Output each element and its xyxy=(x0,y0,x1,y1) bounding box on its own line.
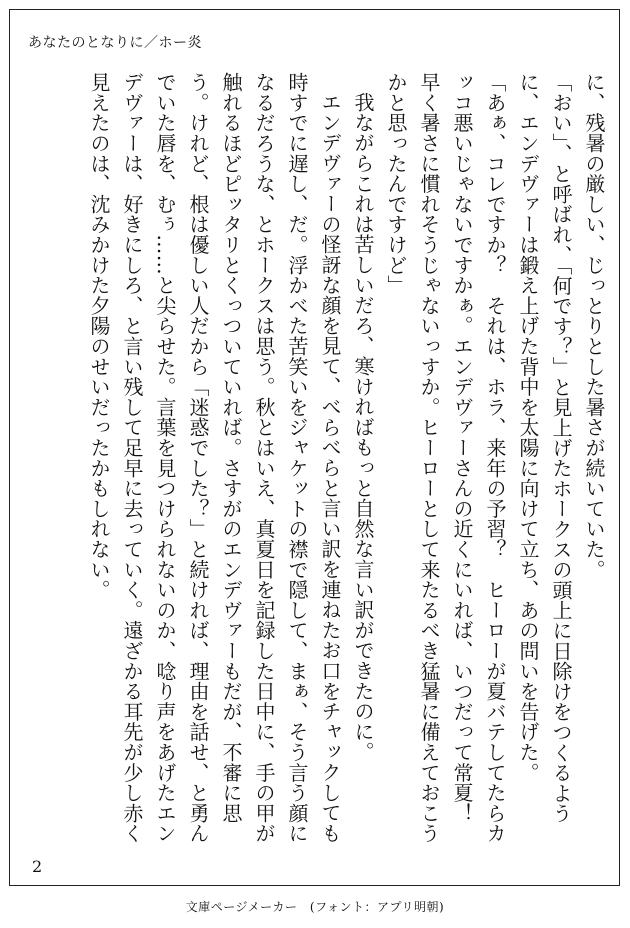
running-header: あなたのとなりに／ホー炎 xyxy=(28,35,202,51)
body-text xyxy=(68,72,610,852)
paragraph-5: エンデヴァーの怪訝な顔を見て、べらべらと言い訳を連ねたお口をチャックしても時すでに遅し、だ。浮かべた苦笑いをジャケットの襟で隠して、まぁ、そう言う顔になるだろうな、とホークスは思う。秋とはいえ、真夏日を記録した日中に、手の甲が触れるほどピッタリとくっついていれば。さすがのエンデヴァーもだが、不審に思う。けれど、根は優しい人だから「迷惑でした？」と続ければ、理由を話せ、と勇んでいた唇を、むぅ……と尖らせた。言葉を見つけられないのか、唸り声をあげたエンデヴァーは、好きにしろ、と言い残して足早に去っていく。遠ざかる耳先が少し赤く見えたのは、沈みかけた夕陽のせいだったかもしれない。 xyxy=(87,72,342,844)
page-number: 2 xyxy=(32,857,43,876)
paragraph-3: 「あぁ、コレですか？ それは、ホラ、来年の予習？ ヒーローが夏バテしてたらカッコ悪いじゃないですかぁ。エンデヴァーさんの近くにいれば、いつだって常夏！ 早く暑さに慣れそうじゃないっすか。ヒーローとして来たるべき猛暑に備えておこうかと思ったんですけど」 xyxy=(384,72,507,844)
paragraph-2: 「おい」、と呼ばれ、「何です？」と見上げたホークスの頭上に日除けをつくるように、エンデヴァーは鍛え上げた背中を太陽に向けて立ち、あの問いを告げた。 xyxy=(516,72,573,824)
page-frame xyxy=(9,9,620,886)
paragraph-4: 我ながらこれは苦しいだろ、寒ければもっと自然な言い訳ができたのに。 xyxy=(351,92,375,762)
footer-credit: 文庫ページメーカー (フォント：アプリ明朝) xyxy=(185,900,445,914)
paragraph-1: に、残暑の厳しい、じっとりとした暑さが続いていた。 xyxy=(582,72,606,580)
